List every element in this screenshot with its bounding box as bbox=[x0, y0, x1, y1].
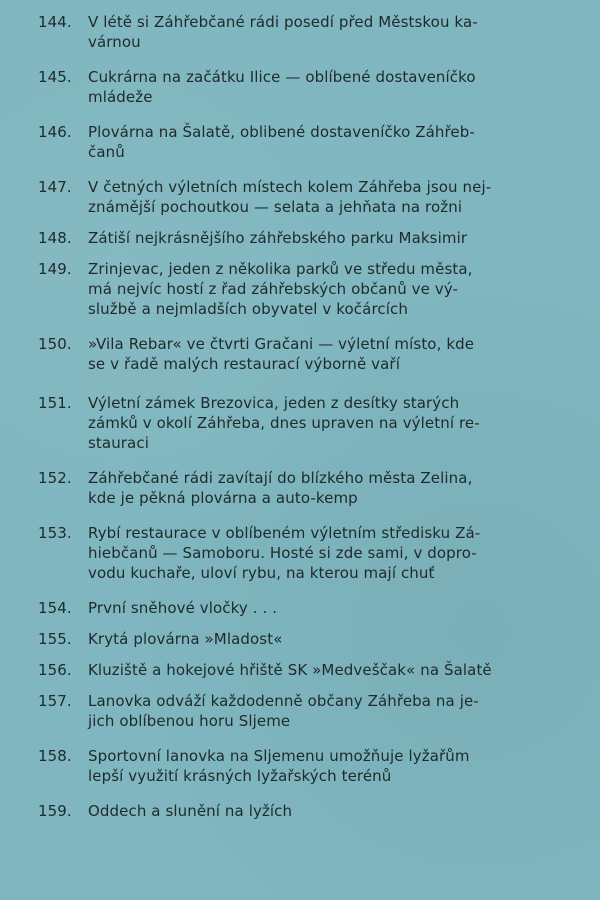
caption-text bbox=[88, 393, 558, 453]
caption-number: 145. bbox=[38, 68, 72, 86]
caption-text bbox=[88, 746, 558, 786]
caption-line: Kluziště a hokejové hřiště SK »Medveščak« na Šalatě bbox=[88, 661, 492, 679]
caption-line: známější pochoutkou — selata a jehňata na rožni bbox=[88, 198, 463, 216]
caption-number: 144. bbox=[38, 13, 72, 31]
caption-line: službě a nejmladších obyvatel v kočárcích bbox=[88, 300, 408, 318]
caption-number: 157. bbox=[38, 692, 72, 710]
caption-item bbox=[38, 67, 558, 107]
caption-item bbox=[38, 468, 558, 508]
caption-item bbox=[38, 598, 558, 618]
caption-text bbox=[88, 598, 558, 618]
caption-line: Rybí restaurace v oblíbeném výletním středisku Zá- bbox=[88, 524, 481, 542]
caption-item bbox=[38, 228, 558, 248]
caption-line: zámků v okolí Záhřeba, dnes upraven na výletní re- bbox=[88, 414, 480, 432]
caption-line: Sportovní lanovka na Sljemenu umožňuje lyžařům bbox=[88, 747, 470, 765]
caption-line: Cukrárna na začátku Ilice — oblíbené dostaveníčko bbox=[88, 68, 476, 86]
caption-number: 156. bbox=[38, 661, 72, 679]
caption-number: 155. bbox=[38, 630, 72, 648]
caption-line: mládeže bbox=[88, 88, 153, 106]
caption-line: Zátiší nejkrásnějšího záhřebského parku Maksimir bbox=[88, 229, 468, 247]
caption-line: V létě si Záhřebčané rádi posedí před Městskou ka- bbox=[88, 13, 478, 31]
caption-number: 158. bbox=[38, 747, 72, 765]
caption-text bbox=[88, 259, 558, 319]
caption-text bbox=[88, 12, 558, 52]
caption-line: vodu kuchaře, uloví rybu, na kterou mají chuť bbox=[88, 564, 435, 582]
caption-line: várnou bbox=[88, 33, 141, 51]
caption-number: 148. bbox=[38, 229, 72, 247]
caption-number: 147. bbox=[38, 178, 72, 196]
caption-number: 149. bbox=[38, 260, 72, 278]
caption-line: Výletní zámek Brezovica, jeden z desítky starých bbox=[88, 394, 460, 412]
caption-number: 151. bbox=[38, 394, 72, 412]
caption-item bbox=[38, 122, 558, 162]
caption-line: »Vila Rebar« ve čtvrti Gračani — výletní místo, kde bbox=[88, 335, 475, 353]
caption-line: První sněhové vločky . . . bbox=[88, 599, 278, 617]
caption-text bbox=[88, 177, 558, 217]
caption-text bbox=[88, 660, 558, 680]
caption-line: V četných výletních místech kolem Záhřeba jsou nej- bbox=[88, 178, 492, 196]
caption-line: Zrinjevac, jeden z několika parků ve středu města, bbox=[88, 260, 473, 278]
caption-line: stauraci bbox=[88, 434, 149, 452]
caption-number: 153. bbox=[38, 524, 72, 542]
caption-line: Krytá plovárna »Mladost« bbox=[88, 630, 283, 648]
caption-item bbox=[38, 393, 558, 453]
caption-text bbox=[88, 523, 558, 583]
caption-line: Záhřebčané rádi zavítají do blízkého města Zelina, bbox=[88, 469, 473, 487]
caption-line: čanů bbox=[88, 143, 125, 161]
caption-line: lepší využití krásných lyžařských terénů bbox=[88, 767, 392, 785]
caption-number: 154. bbox=[38, 599, 72, 617]
caption-line: Oddech a slunění na lyžích bbox=[88, 802, 293, 820]
caption-number: 150. bbox=[38, 335, 72, 353]
caption-line: Plovárna na Šalatě, oblibené dostaveníčko Záhřeb- bbox=[88, 123, 475, 141]
caption-text bbox=[88, 629, 558, 649]
caption-item bbox=[38, 12, 558, 52]
caption-line: se v řadě malých restaurací výborně vaří bbox=[88, 355, 400, 373]
caption-text bbox=[88, 228, 558, 248]
caption-number: 146. bbox=[38, 123, 72, 141]
caption-item bbox=[38, 177, 558, 217]
caption-line: má nejvíc hostí z řad záhřebských občanů ve vý- bbox=[88, 280, 459, 298]
caption-line: jich oblíbenou horu Sljeme bbox=[88, 712, 291, 730]
caption-item bbox=[38, 629, 558, 649]
caption-item bbox=[38, 523, 558, 583]
caption-number: 159. bbox=[38, 802, 72, 820]
caption-text bbox=[88, 334, 558, 374]
caption-item bbox=[38, 746, 558, 786]
caption-item bbox=[38, 334, 558, 374]
caption-item bbox=[38, 801, 558, 821]
caption-text bbox=[88, 468, 558, 508]
caption-item bbox=[38, 660, 558, 680]
caption-list bbox=[38, 12, 558, 821]
caption-item bbox=[38, 691, 558, 731]
caption-text bbox=[88, 691, 558, 731]
caption-item bbox=[38, 259, 558, 319]
caption-text bbox=[88, 801, 558, 821]
caption-text bbox=[88, 67, 558, 107]
caption-line: Lanovka odváží každodenně občany Záhřeba na je- bbox=[88, 692, 479, 710]
caption-number: 152. bbox=[38, 469, 72, 487]
caption-line: hiebčanů — Samoboru. Hosté si zde sami, v dopro- bbox=[88, 544, 477, 562]
caption-line: kde je pěkná plovárna a auto-kemp bbox=[88, 489, 358, 507]
caption-text bbox=[88, 122, 558, 162]
